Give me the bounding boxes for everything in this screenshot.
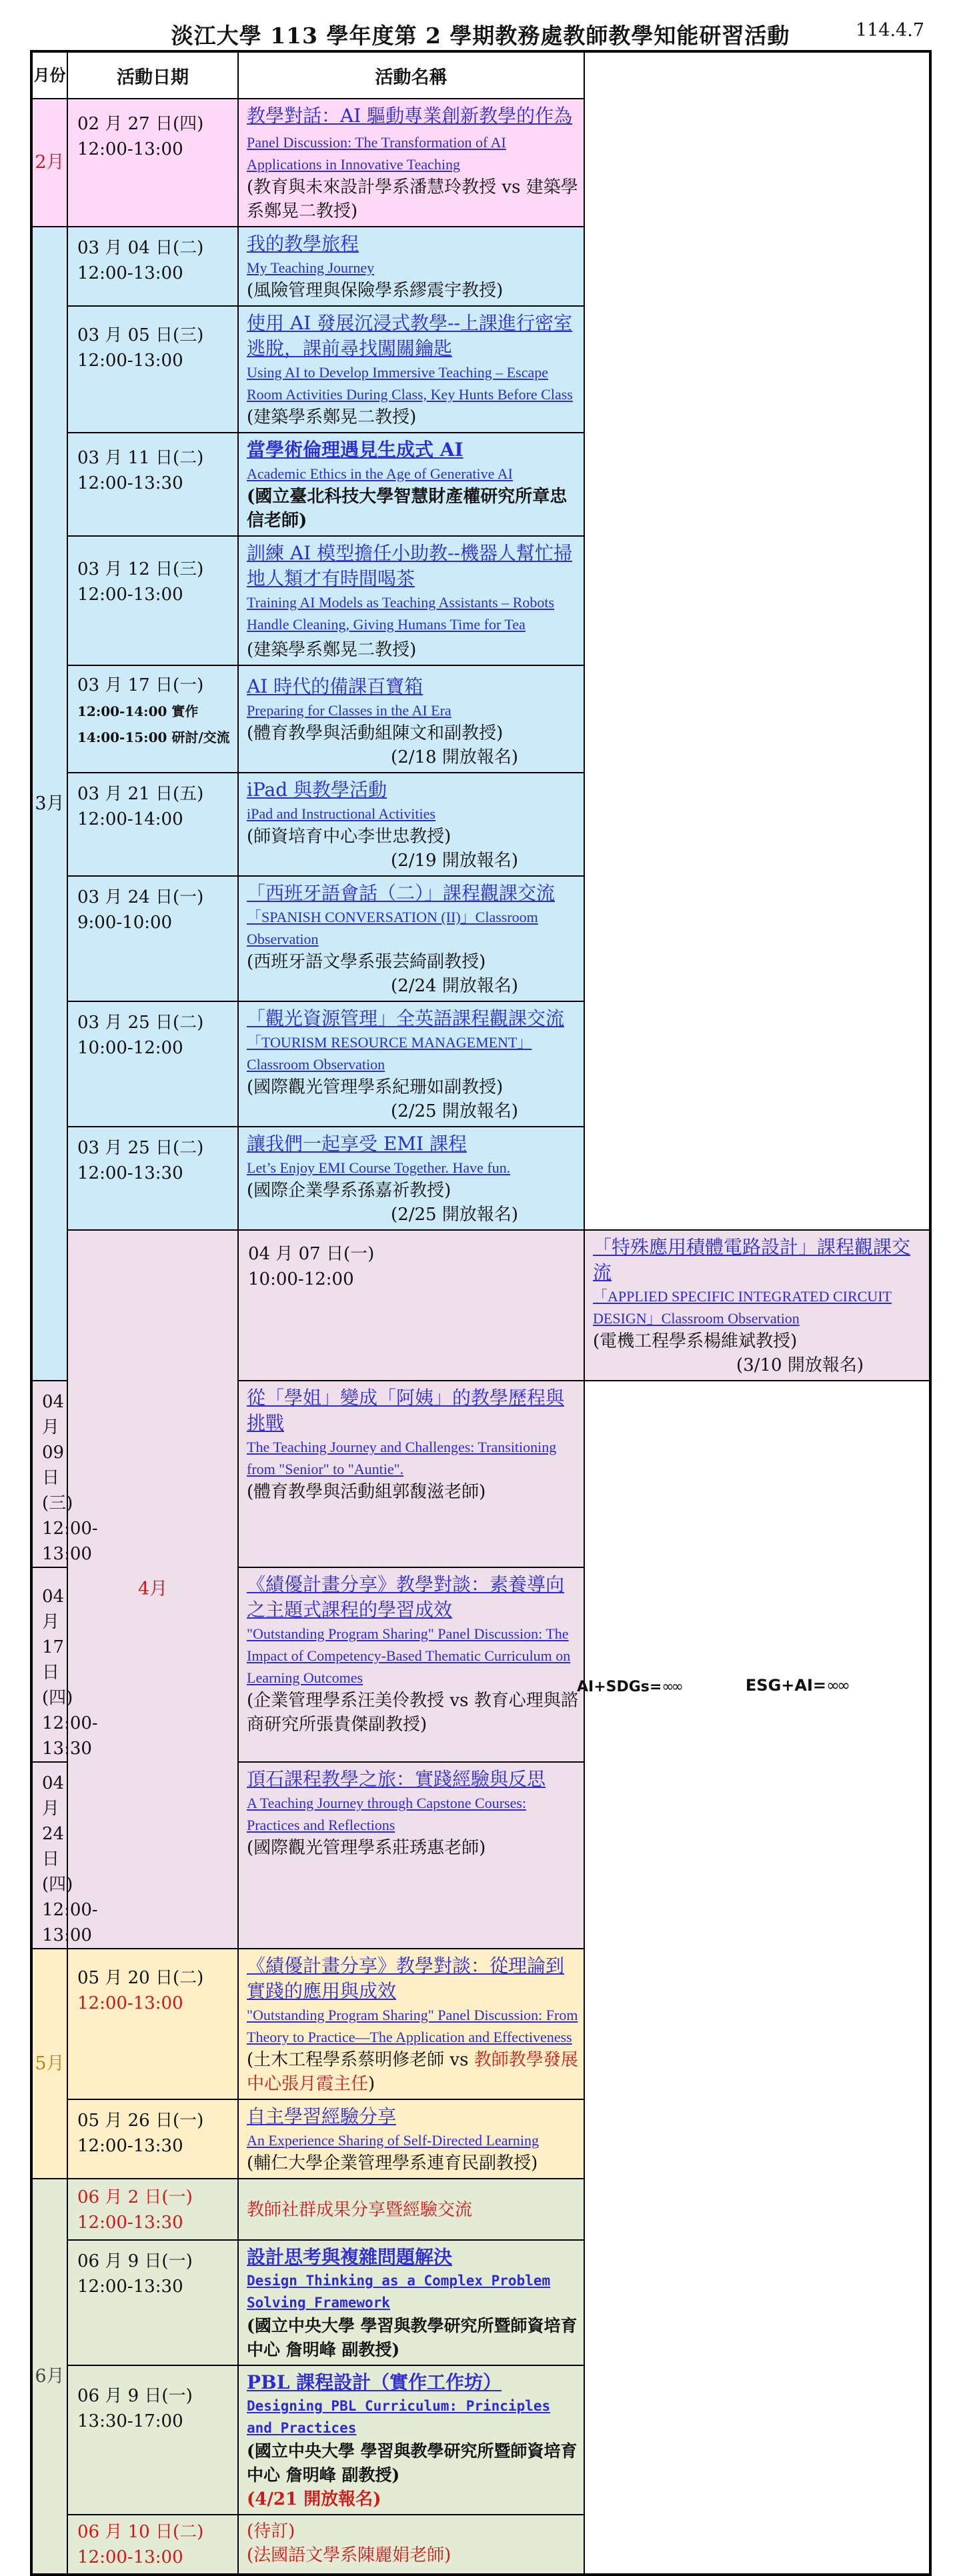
activity-speaker: (體育教學與活動組陳文和副教授) (2/18 開放報名)	[247, 721, 578, 745]
activity-link-en[interactable]: My Teaching Journey	[247, 259, 375, 276]
activity-link-zh[interactable]: 「特殊應用積體電路設計」課程觀課交流	[593, 1236, 911, 1283]
date-cell: 03 月 25 日(二) 12:00-13:30	[67, 1127, 238, 1230]
activity-title: (待訂)	[247, 2521, 295, 2541]
activity-link-en[interactable]: Design Thinking as a Complex Problem Solving Framework	[247, 2273, 551, 2311]
date-cell: 03 月 11 日(二) 12:00-13:30	[67, 433, 238, 536]
header-month: 月份	[31, 51, 67, 99]
table-row	[31, 1949, 930, 2099]
activity-speaker: (體育教學與活動組郭馥滋老師)	[247, 1482, 486, 1502]
activity-link-zh[interactable]: AI 時代的備課百寶箱	[247, 675, 423, 697]
activity-link-zh[interactable]: 「觀光資源管理」全英語課程觀課交流	[247, 1007, 565, 1029]
document-date: 114.4.7	[855, 20, 924, 41]
activity-cell	[238, 536, 584, 665]
date-cell: 06 月 10 日(二) 12:00-13:00	[67, 2515, 238, 2575]
activity-cell	[238, 2179, 584, 2240]
table-header-row	[31, 51, 930, 99]
activity-cell	[238, 773, 584, 876]
date-cell: 06 月 9 日(一) 12:00-13:30	[67, 2240, 238, 2365]
activity-link-en[interactable]: 「APPLIED SPECIFIC INTEGRATED CIRCUIT DESIGN」Classroom Observation	[593, 1288, 892, 1327]
date-cell: 06 月 2 日(一) 12:00-13:30	[67, 2179, 238, 2240]
activity-link-zh[interactable]: 《績優計畫分享》教學對談：從理論到實踐的應用與成效	[247, 1955, 565, 2002]
activity-cell	[238, 2515, 584, 2575]
activity-cell	[238, 2099, 584, 2179]
table-row	[31, 876, 930, 1001]
registration-date: (4/21 開放報名)	[247, 2489, 381, 2509]
activity-link-zh[interactable]: 《績優計畫分享》教學對談：素養導向之主題式課程的學習成效	[247, 1573, 565, 1621]
month-label-mar: 3月	[31, 227, 67, 1381]
activity-link-en[interactable]: iPad and Instructional Activities	[247, 805, 435, 822]
table-row	[31, 2179, 930, 2240]
registration-date: (3/10 開放報名)	[736, 1355, 864, 1375]
table-row	[31, 1230, 930, 1381]
activity-cell	[238, 2365, 584, 2515]
activity-cell	[238, 433, 584, 536]
activity-speaker: (國立中央大學 學習與教學研究所暨師資培育中心 詹明峰 副教授)	[247, 2441, 578, 2485]
date-cell: 04 月 24 日(四) 12:00-13:00	[31, 1762, 67, 1949]
activity-link-en[interactable]: Training AI Models as Teaching Assistants – Robots Handle Cleaning, Giving Humans Time for Tea	[247, 594, 555, 633]
footer-sdgs: AI+SDGs=∞∞	[577, 1679, 681, 1695]
table-row	[31, 306, 930, 433]
header-date: 活動日期	[67, 51, 238, 99]
table-row	[31, 2365, 930, 2515]
activity-link-zh[interactable]: 使用 AI 發展沉浸式教學--上課進行密室逃脫，課前尋找闖關鑰匙	[247, 312, 573, 359]
activity-speaker: (教育與未來設計學系潘慧玲教授 vs 建築學系鄭晃二教授)	[247, 177, 578, 221]
activity-link-en[interactable]: 「TOURISM RESOURCE MANAGEMENT」Classroom Observation	[247, 1034, 532, 1073]
registration-date: (2/18 開放報名)	[391, 747, 518, 767]
activity-link-en[interactable]: "Outstanding Program Sharing" Panel Discussion: From Theory to Practice—The Application and Effectiveness	[247, 2007, 578, 2045]
activity-cell	[238, 306, 584, 433]
activity-link-en[interactable]: A Teaching Journey through Capstone Courses: Practices and Reflections	[247, 1795, 527, 1833]
activity-link-en[interactable]: Preparing for Classes in the AI Era	[247, 702, 451, 719]
table-row	[31, 433, 930, 536]
activity-link-en[interactable]: The Teaching Journey and Challenges: Transitioning from "Senior" to "Auntie".	[247, 1439, 557, 1477]
activity-link-en[interactable]: 「SPANISH CONVERSATION (II)」Classroom Observation	[247, 909, 538, 947]
activity-link-en[interactable]: Panel Discussion: The Transformation of AI Applications in Innovative Teaching	[247, 134, 506, 173]
activity-link-zh[interactable]: PBL 課程設計（實作工作坊）	[247, 2371, 502, 2393]
activity-cell	[238, 2240, 584, 2365]
date-cell: 03 月 21 日(五) 12:00-14:00	[67, 773, 238, 876]
activity-speaker: (師資培育中心李世忠教授) (2/19 開放報名)	[247, 825, 578, 849]
activity-link-zh[interactable]: iPad 與教學活動	[247, 779, 387, 801]
activity-cell	[238, 227, 584, 306]
month-label-jun: 6月	[31, 2179, 67, 2575]
activity-link-en[interactable]: "Outstanding Program Sharing" Panel Discussion: The Impact of Competency-Based Thematic Curriculum on Learning Outcomes	[247, 1625, 571, 1686]
registration-date: (2/19 開放報名)	[391, 851, 518, 871]
activity-speaker: (建築學系鄭晃二教授)	[247, 407, 417, 427]
activity-link-en[interactable]: Using AI to Develop Immersive Teaching – Escape Room Activities During Class, Key Hunts Before Class	[247, 364, 573, 403]
month-label-may: 5月	[31, 1949, 67, 2179]
activity-speaker: (輔仁大學企業管理學系連育民副教授)	[247, 2153, 538, 2173]
month-label-apr: 4月	[67, 1230, 238, 1949]
activity-cell	[238, 1001, 584, 1127]
activity-cell	[238, 1762, 584, 1949]
activity-link-en[interactable]: Designing PBL Curriculum: Principles and Practices	[247, 2398, 551, 2436]
footer-esg: ESG+AI=∞∞	[745, 1676, 848, 1695]
date-cell: 03 月 24 日(一) 9:00-10:00	[67, 876, 238, 1001]
date-cell: 06 月 9 日(一) 13:30-17:00	[67, 2365, 238, 2515]
activity-cell	[584, 1230, 930, 1381]
registration-date: (2/24 開放報名)	[391, 976, 518, 996]
activity-cell	[238, 1127, 584, 1230]
table-row	[31, 773, 930, 876]
infinity-icon: ∞∞	[662, 1679, 681, 1695]
table-row	[31, 227, 930, 306]
activity-speaker: (法國語文學系陳麗娟老師)	[247, 2545, 451, 2565]
activity-cell	[238, 1567, 584, 1762]
date-cell: 03 月 12 日(三) 12:00-13:00	[67, 536, 238, 665]
activity-link-zh[interactable]: 「西班牙語會話（二）」課程觀課交流	[247, 882, 556, 904]
table-row	[31, 2515, 930, 2575]
activity-cell	[238, 99, 584, 227]
month-label-feb: 2月	[31, 99, 67, 227]
activity-link-zh[interactable]: 讓我們一起享受 EMI 課程	[247, 1133, 467, 1155]
date-cell: 04 月 17 日(四) 12:00-13:30	[31, 1567, 67, 1762]
activity-link-zh[interactable]: 頂石課程教學之旅：實踐經驗與反思	[247, 1768, 546, 1790]
activity-speaker: (風險管理與保險學系繆震宇教授)	[247, 281, 504, 301]
table-row	[31, 536, 930, 665]
date-cell: 05 月 20 日(二) 12:00-13:00	[67, 1949, 238, 2099]
header-name: 活動名稱	[238, 51, 584, 99]
activity-link-zh[interactable]: 當學術倫理遇見生成式 AI	[247, 439, 463, 461]
activity-date: 02 月 27 日(四)	[77, 114, 204, 134]
date-cell: 03 月 25 日(二) 10:00-12:00	[67, 1001, 238, 1127]
table-row	[31, 1127, 930, 1230]
activity-link-en[interactable]: Let’s Enjoy EMI Course Together. Have fun.	[247, 1159, 511, 1176]
activity-speaker: (國立中央大學 學習與教學研究所暨師資培育中心 詹明峰 副教授)	[247, 2316, 578, 2359]
activity-link-en[interactable]: Academic Ethics in the Age of Generative AI	[247, 465, 513, 482]
activity-link-zh[interactable]: 我的教學旅程	[247, 233, 359, 255]
activity-time: 12:00-13:00	[77, 139, 183, 159]
registration-date: (2/25 開放報名)	[391, 1205, 518, 1225]
activity-cell	[238, 876, 584, 1001]
date-cell	[67, 99, 238, 227]
activity-link-zh[interactable]: 訓練 AI 模型擔任小助教--機器人幫忙掃地人類才有時間喝茶	[247, 542, 573, 589]
date-cell: 03 月 04 日(二) 12:00-13:00	[67, 227, 238, 306]
activity-speaker: (國際觀光管理學系莊琇惠老師)	[247, 1838, 486, 1858]
activity-speaker: (國際觀光管理學系紀珊如副教授) (2/25 開放報名)	[247, 1075, 578, 1099]
activity-title: 教師社群成果分享暨經驗交流	[247, 2200, 473, 2220]
schedule-table	[30, 50, 932, 2576]
date-cell: 05 月 26 日(一) 12:00-13:30	[67, 2099, 238, 2179]
activity-link-zh[interactable]: 教學對話：AI 驅動專業創新教學的作為	[247, 105, 573, 127]
activity-speaker: (國際企業學系孫嘉祈教授) (2/25 開放報名)	[247, 1179, 578, 1203]
activity-speaker: (國立臺北科技大學智慧財產權研究所章忠信老師)	[247, 487, 568, 531]
activity-cell	[238, 665, 584, 773]
table-row	[31, 99, 930, 227]
registration-date: (2/25 開放報名)	[391, 1101, 518, 1121]
activity-speaker: (建築學系鄭晃二教授)	[247, 640, 417, 660]
activity-speaker: (土木工程學系蔡明修老師 vs 教師教學發展中心張月霞主任)	[247, 2050, 578, 2094]
activity-speaker: (電機工程學系楊維斌教授) (3/10 開放報名)	[593, 1329, 924, 1353]
table-row	[31, 2240, 930, 2365]
infinity-icon: ∞∞	[826, 1676, 848, 1695]
date-cell: 03 月 05 日(三) 12:00-13:00	[67, 306, 238, 433]
activity-speaker: (企業管理學系汪美伶教授 vs 教育心理與諮商研究所張貴傑副教授)	[247, 1691, 578, 1735]
activity-link-en[interactable]: An Experience Sharing of Self-Directed Learning	[247, 2132, 539, 2149]
activity-cell	[238, 1949, 584, 2099]
table-row	[31, 1001, 930, 1127]
table-row	[31, 2099, 930, 2179]
table-row	[31, 665, 930, 773]
activity-cell	[238, 1381, 584, 1567]
date-cell: 03 月 17 日(一) 12:00-14:00 實作 14:00-15:00 研討/交流	[67, 665, 238, 773]
activity-link-zh[interactable]: 自主學習經驗分享	[247, 2105, 397, 2127]
activity-link-zh[interactable]: 從「學姐」變成「阿姨」的教學歷程與挑戰	[247, 1387, 565, 1434]
activity-speaker: (西班牙語文學系張芸綺副教授) (2/24 開放報名)	[247, 950, 578, 974]
date-cell: 04 月 07 日(一) 10:00-12:00	[238, 1230, 584, 1381]
document-title: 淡江大學 113 學年度第 2 學期教務處教師教學知能研習活動	[171, 23, 790, 49]
date-cell: 04 月 09 日(三) 12:00-13:00	[31, 1381, 67, 1567]
activity-link-zh[interactable]: 設計思考與複雜問題解決	[247, 2246, 453, 2268]
